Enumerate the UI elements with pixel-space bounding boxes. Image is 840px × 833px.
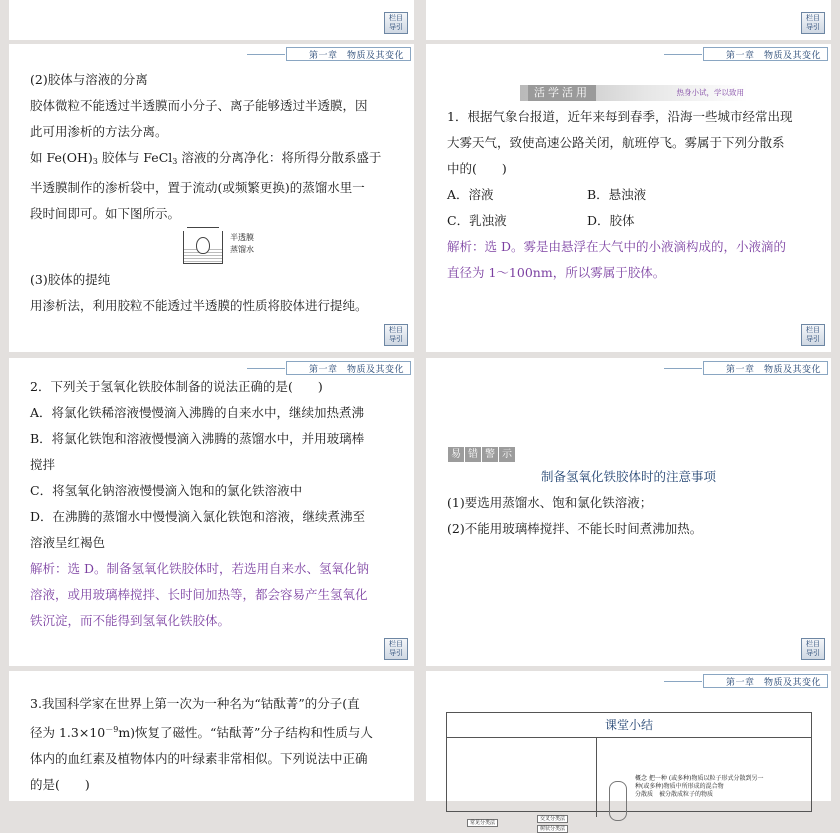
practice-banner bbox=[520, 85, 748, 101]
previous-slide-left bbox=[9, 0, 414, 40]
slide-body: (2)胶体与溶液的分离 胶体微粒不能透过半透膜而小分子、离子能够透过半透膜，因 此可用渗析的方法分离。 如 $Fe(OH)_3$ 胶体与 FeCl$_3$ 溶液的分离净化：将所得分散系盛于 半透膜制作的渗析袋中，置于流动(或频繁更换)的蒸馏水里一 段时间即可。如下图所示。 半透膜 蒸馏水 (3)胶体的提纯 用渗析法，利用胶粒不能透过半透膜的性质将胶体进行提纯。 bbox=[30, 67, 393, 319]
warning-title: 制备氢氧化铁胶体时的注意事项 bbox=[540, 469, 716, 484]
slide-body: 1．根据气象台报道，近年来每到春季，沿海一些城市经常出现 大雾天气，致使高速公路关闭，航班停飞。雾属于下列分散系 中的( ) A．溶液 B．悬浊液 C．乳浊液 D．胶体 解析：选 D。雾是由悬浮在大气中的小液滴构成的，小液滴的 直径为 1～100nm，所以雾属于胶体。 bbox=[447, 104, 810, 286]
slide-error-warning[interactable] bbox=[426, 358, 831, 666]
nav-guide-button[interactable]: 栏目 导引 bbox=[384, 638, 408, 660]
nav-guide-button[interactable]: 栏目 导引 bbox=[384, 324, 408, 346]
warning-item: (1)要选用蒸馏水、饱和氯化铁溶液； bbox=[447, 495, 653, 510]
chapter-header: 第一章 物质及其变化 bbox=[703, 674, 828, 688]
warning-item: (2)不能用玻璃棒搅拌、不能长时间煮沸加热。 bbox=[447, 521, 703, 536]
option-c: C．将氢氧化钠溶液慢慢滴入饱和的氯化铁溶液中 bbox=[30, 483, 303, 498]
slide-practice-question-1[interactable] bbox=[426, 44, 831, 352]
warning-badge: 易 错 警 示 bbox=[448, 447, 515, 462]
option-a: A．溶液 bbox=[447, 187, 494, 202]
answer-explanation: 解析：选 D。雾是由悬浮在大气中的小液滴构成的，小液滴的 bbox=[447, 239, 786, 254]
nav-guide-button[interactable]: 栏目 导引 bbox=[801, 324, 825, 346]
option-d: D．胶体 bbox=[587, 213, 635, 228]
option-b: B．悬浊液 bbox=[587, 187, 647, 202]
section-heading: (2)胶体与溶液的分离 bbox=[30, 72, 148, 87]
slide-class-summary[interactable] bbox=[426, 671, 831, 832]
summary-bracket bbox=[609, 781, 627, 821]
option-d: D．在沸腾的蒸馏水中慢慢滴入氯化铁饱和溶液，继续煮沸至 bbox=[30, 509, 366, 524]
chapter-header: 第一章 物质及其变化 bbox=[703, 47, 828, 61]
slide-body: 2．下列关于氢氧化铁胶体制备的说法正确的是( ) A．将氯化铁稀溶液慢慢滴入沸腾的自来水中，继续加热煮沸 B．将氯化铁饱和溶液慢慢滴入沸腾的蒸馏水中，并用玻璃棒 搅拌 C．将氢氧化钠溶液慢慢滴入饱和的氯化铁溶液中 D．在沸腾的蒸馏水中慢慢滴入氯化铁饱和溶液，继续煮沸至 溶液呈红褐色 解析：选 D。制备氢氧化铁胶体时，若选用自来水、氢氧化钠 溶液，或用玻璃棒搅拌、长时间加热等，都会容易产生氢氧化 铁沉淀，而不能得到氢氧化铁胶体。 bbox=[30, 374, 393, 634]
summary-box bbox=[446, 712, 812, 832]
chapter-header: 第一章 物质及其变化 bbox=[286, 361, 411, 375]
nav-guide-button[interactable]: 栏目 导引 bbox=[801, 12, 825, 34]
slide-body bbox=[447, 490, 810, 542]
answer-explanation: 解析：选 D。制备氢氧化铁胶体时，若选用自来水、氢氧化钠 bbox=[30, 561, 369, 576]
node-tree-classification: 树状分类法 bbox=[537, 825, 568, 833]
nav-guide-button[interactable]: 栏目 导引 bbox=[384, 12, 408, 34]
figure-label-membrane: 半透膜 bbox=[230, 233, 254, 242]
previous-slide-right bbox=[426, 0, 831, 40]
option-c: C．乳浊液 bbox=[447, 213, 507, 228]
slide-practice-question-3[interactable] bbox=[9, 671, 414, 801]
summary-concept: 概念 把一种 (或多种)物质以粒子形式分散到另一 种(或多种)物质中所形成的混合物 分散质 被分散成粒子的物质 bbox=[635, 775, 764, 798]
section-heading: (3)胶体的提纯 bbox=[30, 272, 111, 287]
slide-practice-question-2[interactable] bbox=[9, 358, 414, 666]
chapter-header: 第一章 物质及其变化 bbox=[703, 361, 828, 375]
node-classification-methods: 常见分类法 bbox=[467, 819, 498, 827]
slide-body: 3.我国科学家在世界上第一次为一种名为“钴酞菁”的分子(直 径为 $1.3\times 10^{-9}m$)恢复了磁性。“钴酞菁”分子结构和性质与人 体内的血红素及植物体内的叶绿素非常相似。下列说法中正确 的是( ) bbox=[30, 696, 373, 792]
question-text: 2．下列关于氢氧化铁胶体制备的说法正确的是( ) bbox=[30, 379, 323, 394]
slide-colloid-separation[interactable] bbox=[9, 44, 414, 352]
option-a: A．将氯化铁稀溶液慢慢滴入沸腾的自来水中，继续加热煮沸 bbox=[30, 405, 365, 420]
summary-left-diagram bbox=[447, 737, 597, 832]
option-b: B．将氯化铁饱和溶液慢慢滴入沸腾的蒸馏水中，并用玻璃棒 bbox=[30, 431, 365, 446]
summary-title: 课堂小结 bbox=[447, 713, 811, 738]
node-cross-classification: 交叉分类法 bbox=[537, 815, 568, 823]
dialysis-figure bbox=[178, 227, 288, 267]
chapter-header: 第一章 物质及其变化 bbox=[286, 47, 411, 61]
figure-label-water: 蒸馏水 bbox=[230, 245, 254, 254]
nav-guide-button[interactable]: 栏目 导引 bbox=[801, 638, 825, 660]
banner-note: 热身小试，学以致用 bbox=[676, 88, 744, 97]
banner-title: 活学活用 bbox=[528, 85, 596, 101]
